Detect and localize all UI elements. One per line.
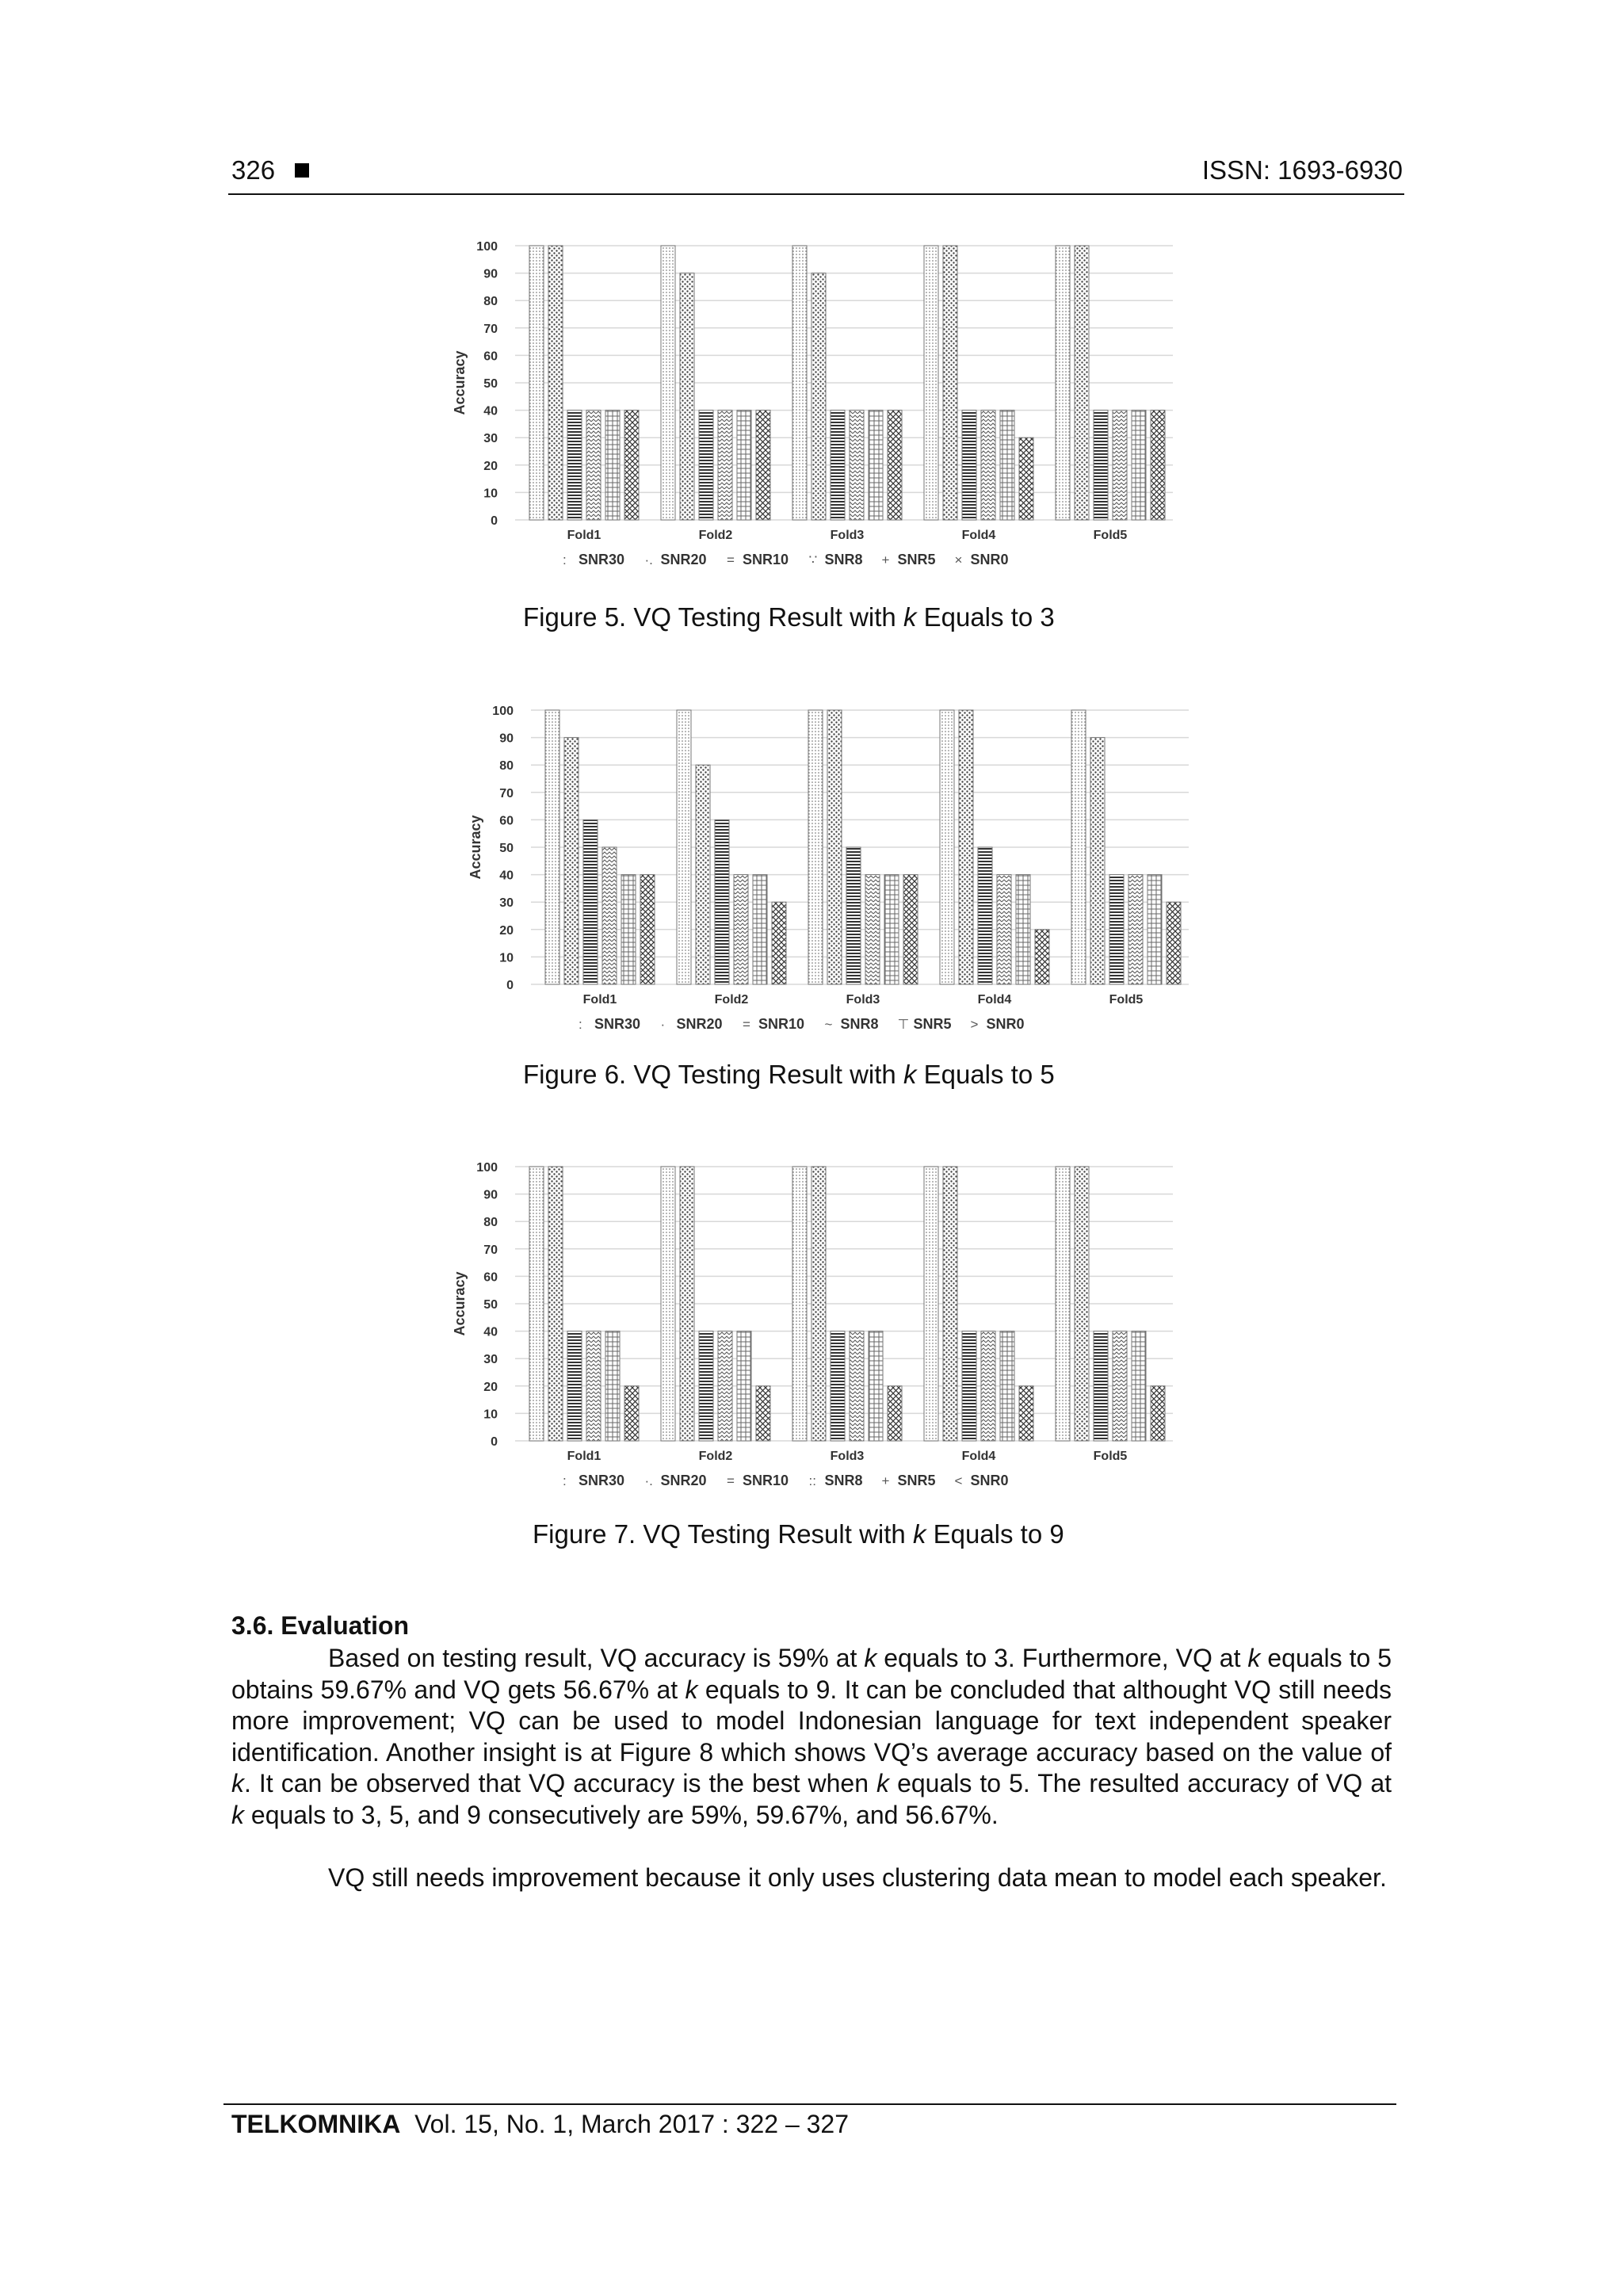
legend-marker: ⊤: [897, 1017, 910, 1032]
y-tick-label: 20: [483, 459, 498, 473]
bar-snr10-fold5: [1094, 1331, 1108, 1441]
bar-snr0-fold4: [1019, 1386, 1033, 1441]
chart-svg: [460, 693, 1189, 1041]
y-tick-label: 50: [499, 842, 514, 855]
bar-snr10-fold4: [962, 411, 976, 520]
bar-snr5-fold1: [605, 411, 620, 520]
y-tick-label: 0: [491, 514, 498, 528]
y-tick-label: 60: [483, 350, 498, 364]
legend-entry-snr5: SNR5: [897, 552, 936, 567]
bar-snr0-fold3: [888, 1386, 902, 1441]
y-tick-label: 90: [483, 1188, 498, 1202]
y-tick-label: 40: [483, 1325, 498, 1339]
legend-entry-snr20: SNR20: [676, 1016, 723, 1032]
legend-marker: +: [881, 552, 890, 567]
y-tick-label: 30: [483, 1353, 498, 1367]
bar-snr5-fold3: [869, 411, 883, 520]
bar-snr10-fold2: [715, 819, 729, 984]
x-tick-label: Fold5: [1093, 1450, 1128, 1463]
x-tick-label: Fold2: [714, 993, 749, 1007]
bar-snr20-fold2: [680, 273, 694, 520]
y-tick-label: 30: [499, 896, 514, 911]
legend-marker: ·.: [644, 552, 653, 567]
y-axis-label: Accuracy: [452, 350, 468, 415]
legend-marker: :: [563, 552, 567, 567]
bar-snr5-fold2: [737, 411, 751, 520]
legend-entry-snr8: SNR8: [824, 1473, 863, 1488]
chart-svg: [444, 1149, 1173, 1498]
bar-snr0-fold1: [624, 411, 639, 520]
bar-snr10-fold5: [1109, 875, 1124, 984]
bar-snr30-fold2: [661, 1167, 675, 1441]
legend-marker: ~: [824, 1017, 833, 1032]
y-tick-label: 100: [476, 1161, 498, 1175]
bar-snr8-fold3: [850, 1331, 864, 1441]
legend-entry-snr10: SNR10: [758, 1016, 805, 1032]
x-tick-label: Fold1: [567, 1450, 601, 1463]
chart-svg: [444, 228, 1173, 577]
bar-snr10-fold1: [567, 1331, 582, 1441]
bar-snr30-fold4: [924, 1167, 938, 1441]
page-header: [231, 155, 1403, 193]
bar-snr20-fold2: [696, 765, 710, 984]
x-tick-label: Fold5: [1109, 993, 1144, 1007]
bar-snr5-fold5: [1148, 875, 1162, 984]
journal-details: Vol. 15, No. 1, March 2017 : 322 – 327: [414, 2110, 850, 2138]
legend-entry-snr10: SNR10: [743, 1473, 789, 1488]
bar-snr30-fold2: [677, 710, 691, 984]
bar-snr20-fold2: [680, 1167, 694, 1441]
journal-name: TELKOMNIKA: [231, 2110, 401, 2138]
bar-snr10-fold1: [583, 819, 598, 984]
bar-snr20-fold3: [827, 710, 842, 984]
y-tick-label: 90: [483, 267, 498, 281]
x-tick-label: Fold3: [830, 529, 865, 542]
legend-marker: ::: [808, 1473, 816, 1488]
legend-marker: ·: [660, 1017, 666, 1032]
y-tick-label: 0: [491, 1435, 498, 1449]
y-tick-label: 0: [506, 979, 514, 992]
x-tick-label: Fold3: [846, 993, 880, 1007]
bar-snr5-fold4: [1016, 875, 1030, 984]
x-tick-label: Fold4: [961, 1450, 996, 1463]
x-tick-label: Fold5: [1093, 529, 1128, 542]
y-tick-label: 100: [492, 705, 514, 718]
y-tick-label: 50: [483, 377, 498, 391]
bar-snr5-fold2: [737, 1331, 751, 1441]
bar-snr20-fold3: [812, 1167, 826, 1441]
y-tick-label: 100: [476, 240, 498, 254]
bar-snr5-fold2: [753, 875, 767, 984]
bar-snr0-fold5: [1151, 411, 1165, 520]
y-tick-label: 90: [499, 732, 514, 746]
bar-snr30-fold1: [529, 246, 544, 520]
y-tick-label: 80: [483, 1216, 498, 1230]
bar-snr10-fold4: [962, 1331, 976, 1441]
legend-entry-snr30: SNR30: [579, 552, 625, 567]
x-tick-label: Fold1: [582, 993, 617, 1007]
legend-marker: ·.: [644, 1473, 653, 1488]
legend-entry-snr5: SNR5: [913, 1016, 952, 1032]
x-tick-label: Fold2: [698, 529, 733, 542]
bar-snr30-fold1: [545, 710, 559, 984]
y-tick-label: 50: [483, 1298, 498, 1312]
y-tick-label: 20: [499, 923, 514, 938]
bar-snr8-fold5: [1113, 411, 1127, 520]
bar-snr10-fold3: [846, 847, 861, 984]
bar-snr10-fold2: [699, 1331, 713, 1441]
x-tick-label: Fold4: [961, 529, 996, 542]
bar-snr10-fold1: [567, 411, 582, 520]
bar-snr30-fold1: [529, 1167, 544, 1441]
legend-marker: +: [881, 1473, 890, 1488]
legend-entry-snr8: SNR8: [824, 552, 863, 567]
footer-rule: [223, 2103, 1396, 2105]
bar-snr0-fold4: [1035, 930, 1049, 984]
legend-entry-snr20: SNR20: [660, 1473, 707, 1488]
bar-snr5-fold1: [621, 875, 636, 984]
bar-snr20-fold4: [959, 710, 973, 984]
bar-snr0-fold5: [1167, 902, 1181, 984]
x-tick-label: Fold2: [698, 1450, 733, 1463]
legend-marker: >: [970, 1017, 979, 1032]
legend-marker: :: [563, 1473, 567, 1488]
legend-marker: ×: [954, 552, 963, 567]
y-tick-label: 10: [499, 951, 514, 965]
legend-entry-snr0: SNR0: [970, 1473, 1009, 1488]
y-tick-label: 60: [483, 1270, 498, 1285]
bar-snr30-fold3: [808, 710, 823, 984]
bar-snr5-fold1: [605, 1331, 620, 1441]
header-rule: [228, 193, 1404, 195]
bar-snr20-fold4: [943, 1167, 957, 1441]
y-tick-label: 70: [483, 322, 498, 336]
bar-snr10-fold4: [978, 847, 992, 984]
y-axis-label: Accuracy: [468, 815, 483, 880]
bar-snr30-fold5: [1056, 1167, 1070, 1441]
issn-label: ISSN: 1693-6930: [1201, 155, 1403, 185]
bar-snr0-fold2: [772, 902, 786, 984]
bar-snr30-fold3: [792, 246, 807, 520]
y-tick-label: 10: [483, 1408, 498, 1422]
bar-snr10-fold2: [699, 411, 713, 520]
legend-entry-snr10: SNR10: [743, 552, 789, 567]
bar-snr8-fold1: [586, 411, 601, 520]
bar-snr20-fold1: [564, 738, 579, 984]
bar-snr0-fold3: [903, 875, 918, 984]
legend-entry-snr30: SNR30: [594, 1016, 641, 1032]
bar-snr0-fold1: [624, 1386, 639, 1441]
bar-snr10-fold3: [831, 411, 845, 520]
bar-snr0-fold2: [756, 411, 770, 520]
x-tick-label: Fold1: [567, 529, 601, 542]
bar-snr8-fold5: [1128, 875, 1143, 984]
bar-snr8-fold3: [865, 875, 880, 984]
bar-snr20-fold3: [812, 273, 826, 520]
legend-entry-snr30: SNR30: [579, 1473, 625, 1488]
legend-marker: =: [743, 1017, 750, 1032]
legend-marker: ∵: [808, 552, 818, 567]
bar-snr8-fold4: [981, 411, 995, 520]
bar-snr30-fold5: [1071, 710, 1086, 984]
evaluation-paragraph-2: VQ still needs improvement because it only uses clustering data mean to model each speaker.: [328, 1863, 1387, 1892]
bar-snr8-fold1: [602, 847, 617, 984]
legend-entry-snr20: SNR20: [660, 552, 707, 567]
legend-marker: :: [579, 1017, 582, 1032]
bar-snr10-fold3: [831, 1331, 845, 1441]
bar-snr0-fold1: [640, 875, 655, 984]
legend-marker: <: [954, 1473, 963, 1488]
bar-snr20-fold4: [943, 246, 957, 520]
y-tick-label: 30: [483, 432, 498, 446]
legend-entry-snr5: SNR5: [897, 1473, 936, 1488]
y-tick-label: 40: [483, 404, 498, 418]
header-square-marker: [295, 163, 309, 178]
figure-7-chart: [444, 1149, 1173, 1498]
bar-snr30-fold5: [1056, 246, 1070, 520]
bar-snr20-fold1: [548, 246, 563, 520]
y-tick-label: 10: [483, 487, 498, 501]
section-title: 3.6. Evaluation: [231, 1611, 410, 1640]
y-tick-label: 40: [499, 869, 514, 883]
y-tick-label: 80: [483, 295, 498, 309]
bar-snr0-fold2: [756, 1386, 770, 1441]
bar-snr20-fold1: [548, 1167, 563, 1441]
bar-snr5-fold4: [1000, 411, 1014, 520]
bar-snr8-fold2: [718, 1331, 732, 1441]
bar-snr0-fold4: [1019, 437, 1033, 520]
legend-marker: =: [727, 1473, 735, 1488]
page-number: 326: [231, 155, 276, 185]
bar-snr30-fold2: [661, 246, 675, 520]
evaluation-paragraph-1: Based on testing result, VQ accuracy is 59% at k equals to 3. Furthermore, VQ at k equals to 5 obtains 59.67% and VQ gets 56.67% at k equals to 9. It can be concluded that althought VQ still needs more improvement; VQ can be used to model Indonesian language for text independent speaker identification. Another insight is at Figure 8 which shows VQ’s average accuracy based on the value of k. It can be observed that VQ accuracy is the best when k equals to 5. The resulted accuracy of VQ at k equals to 3, 5, and 9 consecutively are 59%, 59.67%, and 56.67%.: [231, 1644, 1392, 1829]
y-tick-label: 20: [483, 1380, 498, 1394]
bar-snr8-fold5: [1113, 1331, 1127, 1441]
bar-snr5-fold3: [884, 875, 899, 984]
figure-6-chart: [460, 693, 1189, 1041]
bar-snr20-fold5: [1075, 1167, 1089, 1441]
y-tick-label: 60: [499, 814, 514, 828]
figure-5-chart: [444, 228, 1173, 577]
bar-snr0-fold5: [1151, 1386, 1165, 1441]
legend-entry-snr8: SNR8: [840, 1016, 879, 1032]
bar-snr8-fold4: [981, 1331, 995, 1441]
bar-snr8-fold1: [586, 1331, 601, 1441]
x-tick-label: Fold4: [977, 993, 1012, 1007]
bar-snr20-fold5: [1090, 738, 1105, 984]
y-axis-label: Accuracy: [452, 1271, 468, 1336]
y-tick-label: 70: [483, 1243, 498, 1257]
y-tick-label: 70: [499, 786, 514, 800]
page-footer: [231, 2110, 849, 2139]
figure-5-caption: Figure 5. VQ Testing Result with k Equals to 3: [523, 602, 1055, 632]
bar-snr8-fold2: [718, 411, 732, 520]
bar-snr20-fold5: [1075, 246, 1089, 520]
legend-marker: =: [727, 552, 735, 567]
bar-snr5-fold3: [869, 1331, 883, 1441]
bar-snr8-fold4: [997, 875, 1011, 984]
bar-snr8-fold3: [850, 411, 864, 520]
bar-snr5-fold5: [1132, 1331, 1146, 1441]
figure-7-caption: Figure 7. VQ Testing Result with k Equals to 9: [533, 1519, 1064, 1549]
bar-snr5-fold4: [1000, 1331, 1014, 1441]
bar-snr30-fold4: [924, 246, 938, 520]
x-tick-label: Fold3: [830, 1450, 865, 1463]
bar-snr30-fold3: [792, 1167, 807, 1441]
bar-snr5-fold5: [1132, 411, 1146, 520]
bar-snr8-fold2: [734, 875, 748, 984]
legend-entry-snr0: SNR0: [986, 1016, 1025, 1032]
y-tick-label: 80: [499, 759, 514, 774]
bar-snr10-fold5: [1094, 411, 1108, 520]
figure-6-caption: Figure 6. VQ Testing Result with k Equals to 5: [523, 1060, 1055, 1089]
bar-snr30-fold4: [940, 710, 954, 984]
bar-snr0-fold3: [888, 411, 902, 520]
legend-entry-snr0: SNR0: [970, 552, 1009, 567]
